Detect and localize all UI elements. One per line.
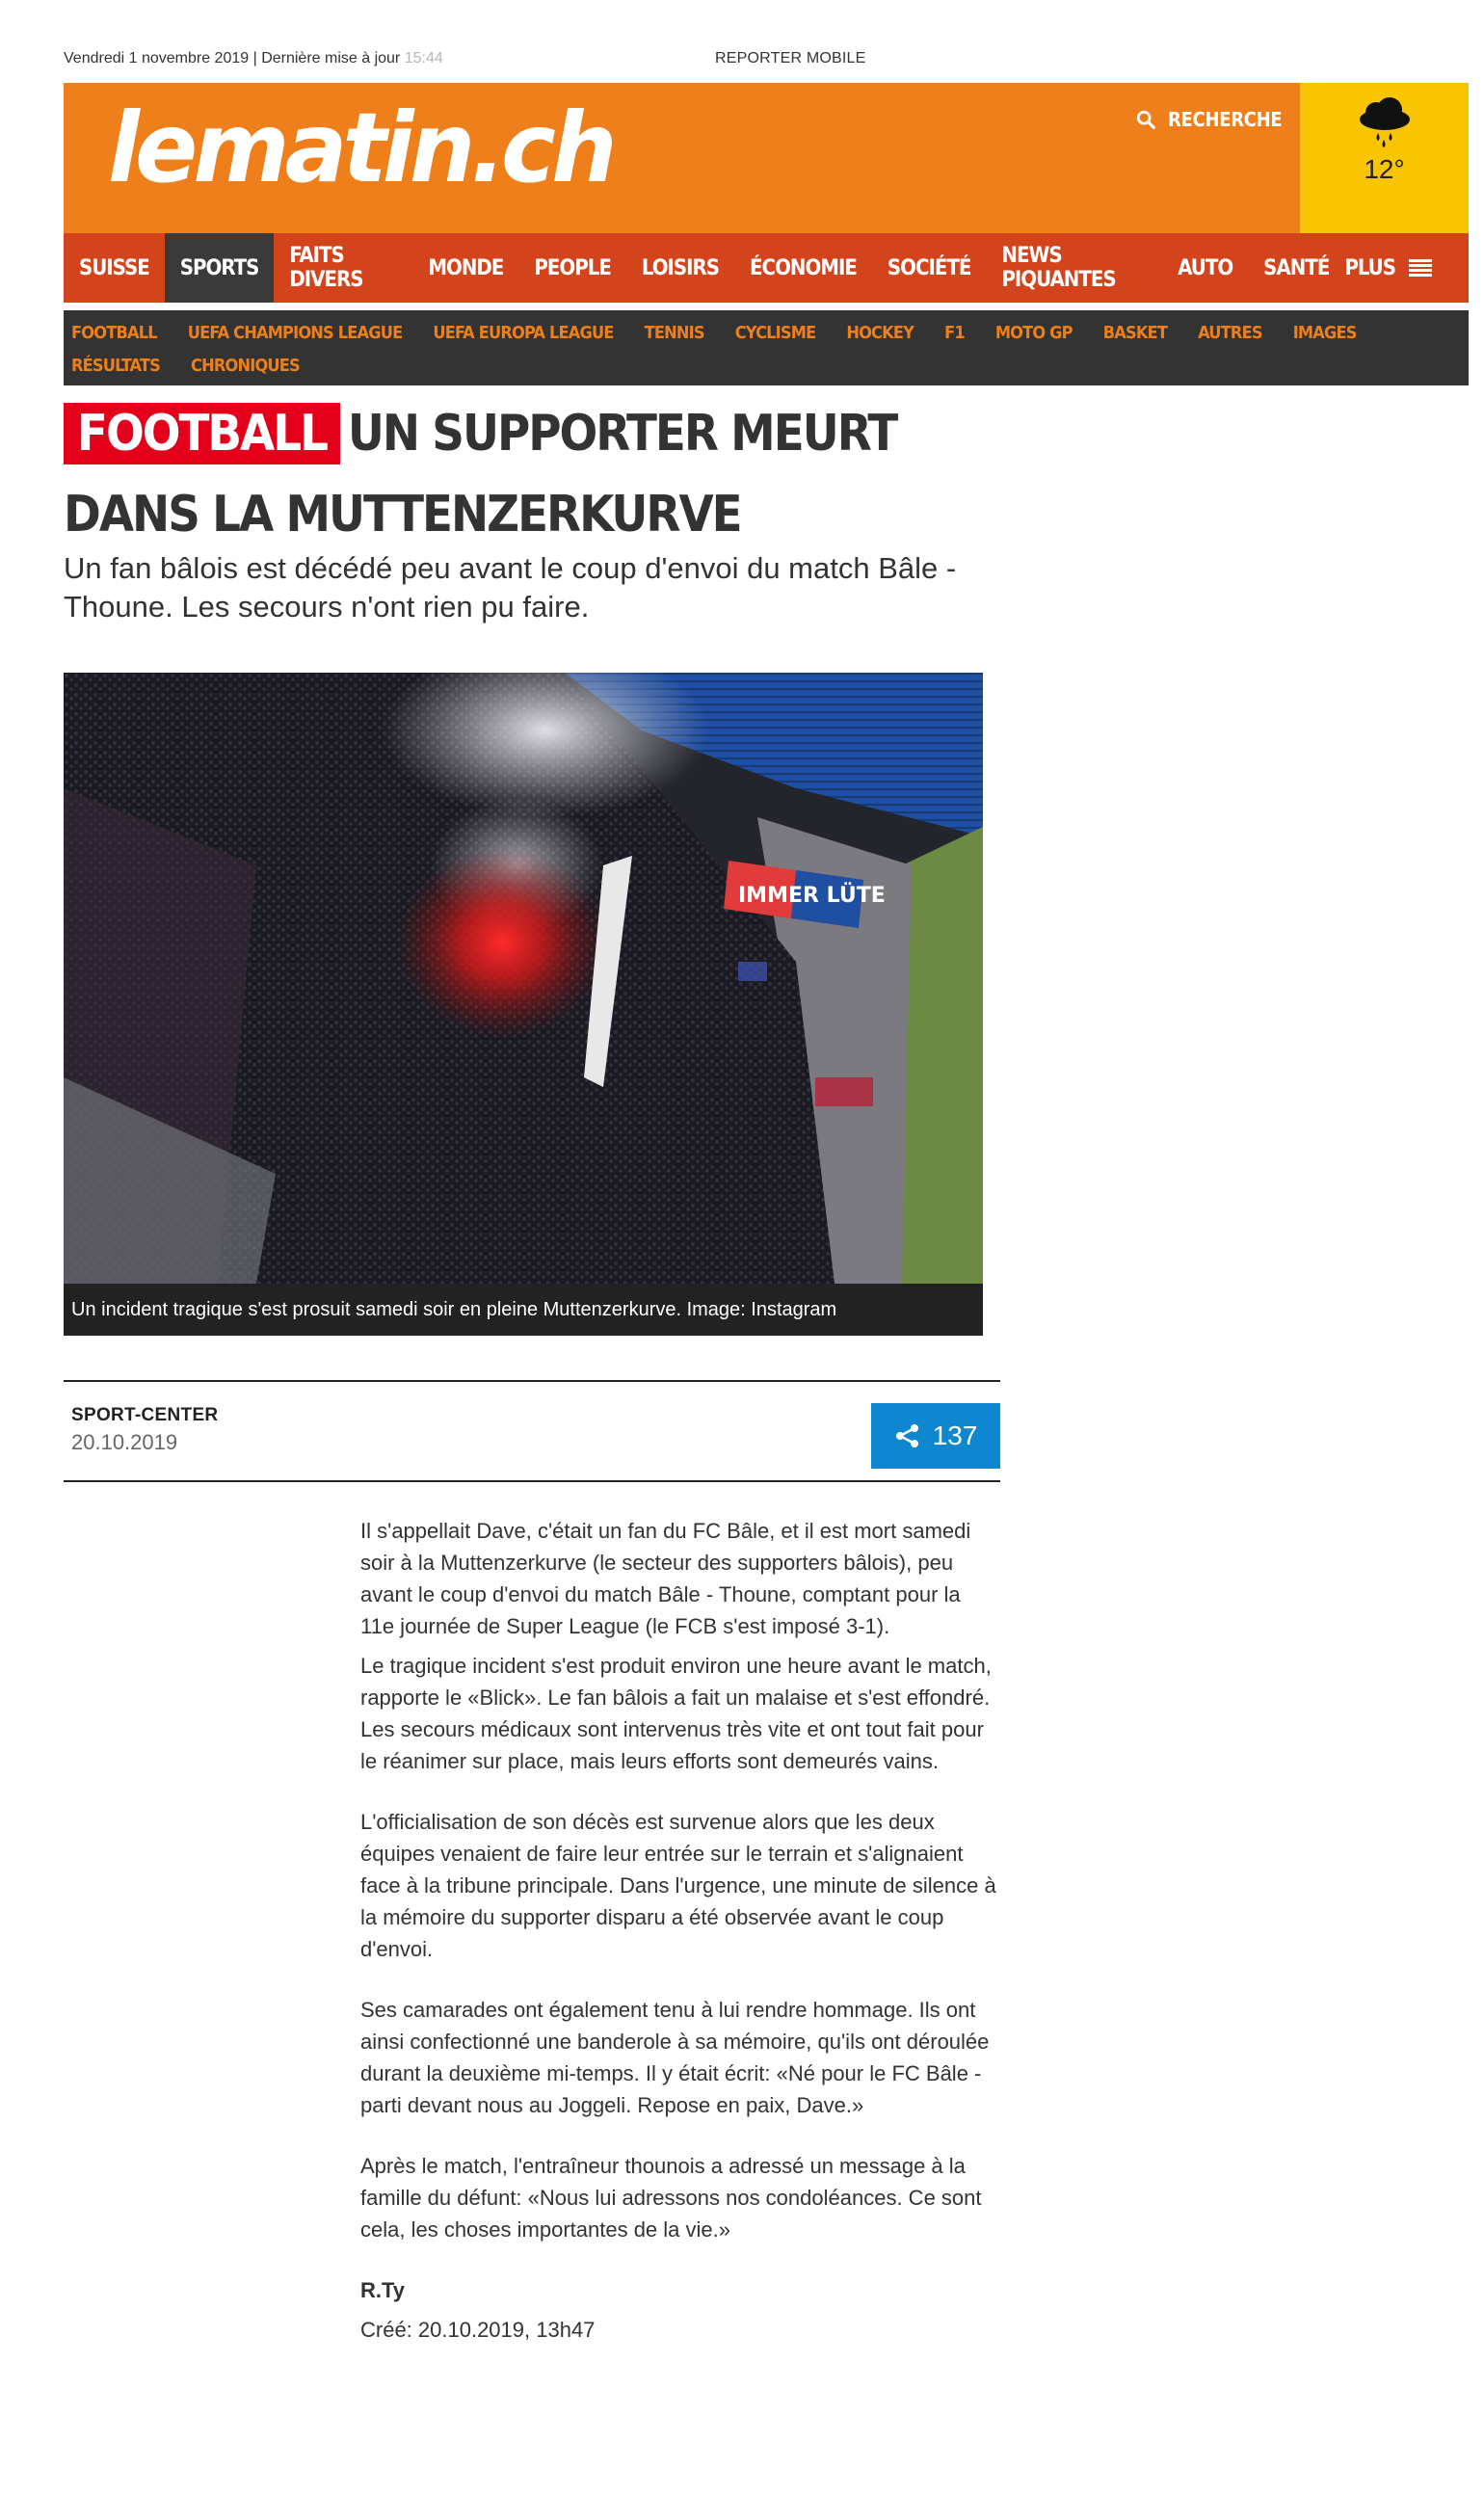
weather-temperature: 12° xyxy=(1364,154,1405,184)
article-paragraph: Le tragique incident s'est produit environ une heure avant le match, rapporte le «Blick». Le fan bâlois a fait un malaise et s'est effondré. Les secours médicaux sont intervenus très vite et ont tout fait pour le réanimer sur place, mais leurs efforts sont demeurés vains. xyxy=(360,1654,992,1773)
nav-item-sports[interactable]: SPORTS xyxy=(165,233,275,303)
article-paragraph: Il s'appellait Dave, c'était un fan du FC Bâle, et il est mort samedi soir à la Muttenzerkurve (le secteur des supporters bâlois), peu avant le coup d'envoi du match Bâle - Thoune, comptant pour la 11e journée de Super League (le FCB s'est imposé 3-1). xyxy=(360,1519,971,1638)
nav-item-societe[interactable]: SOCIÉTÉ xyxy=(887,255,971,280)
hamburger-menu-icon xyxy=(1409,259,1432,277)
subnav-item-tennis[interactable]: TENNIS xyxy=(644,323,704,343)
article-paragraph: Ses camarades ont également tenu à lui rendre hommage. Ils ont ainsi confectionné une banderole à sa mémoire, qu'ils ont déroulée durant la deuxième mi-temps. Il y était écrit: «Né pour le FC Bâle - parti devant nous au Joggeli. Repose en paix, Dave.» xyxy=(360,1998,990,2117)
nav-item-sante[interactable]: SANTÉ xyxy=(1263,255,1330,280)
photo-banner-text: IMMER LÜTE xyxy=(738,884,886,908)
subnav-item-europa-league[interactable]: UEFA EUROPA LEAGUE xyxy=(433,323,614,343)
article-signature: R.Ty xyxy=(360,2278,406,2302)
subnav-item-hockey[interactable]: HOCKEY xyxy=(846,323,914,343)
main-navigation xyxy=(64,233,1469,303)
subnav-item-images[interactable]: IMAGES xyxy=(1292,323,1357,343)
nav-item-people[interactable]: PEOPLE xyxy=(534,255,611,280)
weather-widget[interactable] xyxy=(1300,83,1469,233)
article-author[interactable]: SPORT-CENTER xyxy=(71,1405,219,1425)
article-headline xyxy=(64,393,998,555)
subnav-item-football[interactable]: FOOTBALL xyxy=(71,323,157,343)
sports-sub-navigation xyxy=(64,310,1469,385)
subnav-item-autres[interactable]: AUTRES xyxy=(1198,323,1262,343)
subnav-item-basket[interactable]: BASKET xyxy=(1102,323,1168,343)
nav-item-economie[interactable]: ÉCONOMIE xyxy=(750,255,857,280)
share-button[interactable] xyxy=(871,1403,1000,1469)
nav-item-auto[interactable]: AUTO xyxy=(1178,255,1233,280)
article-photo[interactable] xyxy=(64,673,983,1284)
subnav-item-chroniques[interactable]: CHRONIQUES xyxy=(191,356,300,376)
subnav-item-moto-gp[interactable]: MOTO GP xyxy=(994,323,1073,343)
nav-item-loisirs[interactable]: LOISIRS xyxy=(641,255,720,280)
subnav-item-cyclisme[interactable]: CYCLISME xyxy=(734,323,816,343)
article-date: 20.10.2019 xyxy=(71,1430,178,1454)
search-button[interactable] xyxy=(1135,108,1282,131)
top-date-line xyxy=(64,50,443,67)
search-label: RECHERCHE xyxy=(1168,108,1283,131)
article-paragraph: L'officialisation de son décès est survenue alors que les deux équipes venaient de faire leur entrée sur le terrain et s'alignaient face à la tribune principale. Dans l'urgence, une minute de silence à la mémoire du supporter disparu a été observée avant le coup d'envoi. xyxy=(360,1810,996,1961)
last-update-time: 15:44 xyxy=(404,50,443,66)
article-body xyxy=(360,1515,996,2353)
nav-item-faits-divers[interactable]: FAITS DIVERS xyxy=(289,244,363,292)
article-lead: Un fan bâlois est décédé peu avant le coup d'envoi du match Bâle - Thoune. Les secours n'ont rien pu faire. xyxy=(64,551,957,624)
article-paragraph: Après le match, l'entraîneur thounois a adressé un message à la famille du défunt: «Nous lui adressons nos condoléances. Ce sont cela, les choses importantes de la vie.» xyxy=(360,2154,982,2242)
search-icon xyxy=(1135,109,1156,130)
subnav-item-resultats[interactable]: RÉSULTATS xyxy=(71,356,160,376)
share-icon xyxy=(894,1422,921,1449)
nav-item-news-piquantes[interactable]: NEWS PIQUANTES xyxy=(1001,244,1116,292)
subnav-item-f1[interactable]: F1 xyxy=(944,323,965,343)
site-header xyxy=(64,83,1469,233)
site-logo[interactable]: lematin.ch xyxy=(108,92,613,204)
article-created-date: Créé: 20.10.2019, 13h47 xyxy=(360,2318,596,2342)
photo-caption-text: Un incident tragique s'est prosuit samedi soir en pleine Muttenzerkurve. Image: Instagram #muttenzerkurve xyxy=(64,1299,837,1372)
share-count: 137 xyxy=(932,1420,978,1450)
nav-item-monde[interactable]: MONDE xyxy=(428,255,504,280)
article-title: UN SUPPORTER MEURT DANS LA MUTTENZERKURVE xyxy=(64,405,897,544)
nav-item-suisse[interactable]: SUISSE xyxy=(79,255,149,280)
stadium-photo-illustration xyxy=(64,673,983,1284)
rain-cloud-icon xyxy=(1355,96,1415,150)
subnav-item-champions-league[interactable]: UEFA CHAMPIONS LEAGUE xyxy=(187,323,403,343)
current-date: Vendredi 1 novembre 2019 | Dernière mise à jour xyxy=(64,50,401,66)
article-meta-bar xyxy=(64,1380,1000,1482)
reporter-mobile-link[interactable]: REPORTER MOBILE xyxy=(715,50,866,66)
nav-more-label: PLUS xyxy=(1344,255,1395,280)
photo-caption xyxy=(64,1284,983,1372)
nav-more-button[interactable] xyxy=(1344,233,1469,303)
article-kicker[interactable]: FOOTBALL xyxy=(64,403,340,464)
